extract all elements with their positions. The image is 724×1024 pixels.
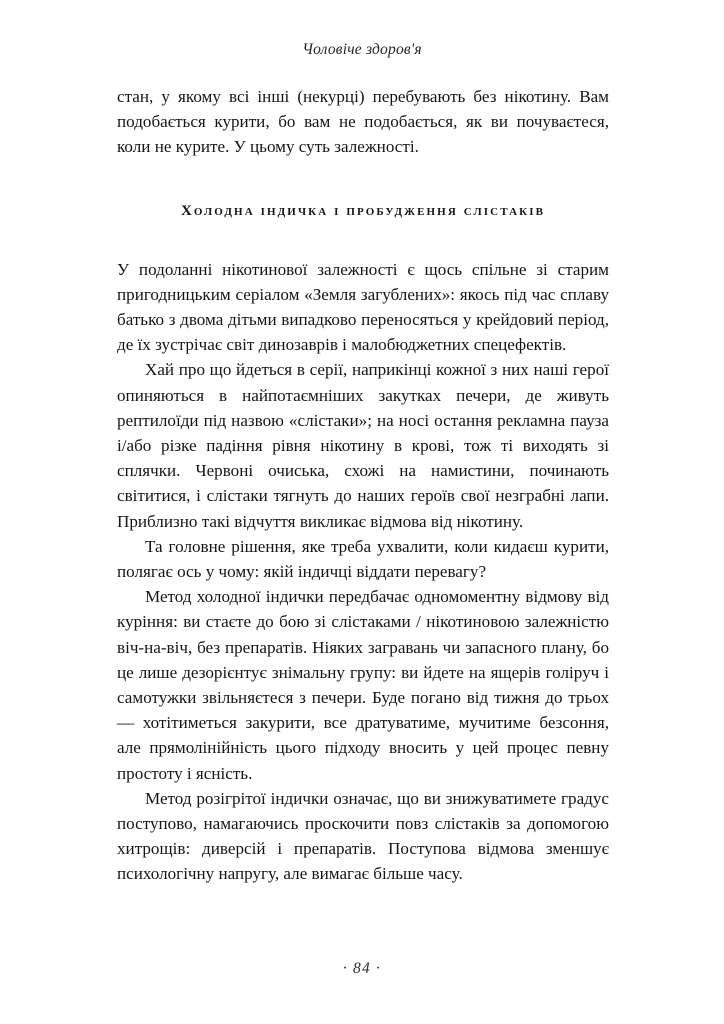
page-number: · 84 ·: [342, 960, 382, 977]
body-paragraph-4: Метод холодної індички передбачає одномоментну відмову від куріння: ви стаєте до бою зі слістаками / нікотиновою залежністю віч-на-віч, без препаратів. Ніяких загравань чи запасного плану, бо це лише дезорієнтує знімальну групу: ви йдете на ящерів голіруч і самотужки звільняєтеся з печери. Буде погано від тижня до трьох — хотітиметься закурити, все дратуватиме, мучитиме безсоння, але прямолінійність цього підходу вносить у цей процес певну простоту і ясність.: [117, 587, 609, 783]
body-paragraph-1: У подоланні нікотинової залежності є щось спільне зі старим пригодницьким серіалом «Земля загублених»: якось під час сплаву батько з двома дітьми випадково переносяться у крейдовий період, де їх зустрічає світ динозаврів і малобюджетних спецефектів.: [117, 259, 609, 355]
body-paragraph-2: Хай про що йдеться в серії, наприкінці кожної з них наші герої опиняються в найпотаємніших закутках печери, де живуть рептилоїди під назвою «слістаки»; на носі остання рекламна пауза і/або різке падіння рівня нікотину в крові, тож ті виходять зі сплячки. Червоні очиська, схожі на намистини, починають світитися, і слістаки тягнуть до наших героїв свої незграбні лапи. Приблизно такі відчуття викликає відмова від нікотину.: [117, 360, 609, 531]
text-column: [117, 84, 609, 887]
body-paragraph-5: Метод розігрітої індички означає, що ви знижуватимете градус поступово, намагаючись проскочити повз слістаків за допомогою хитрощів: диверсій і препаратів. Поступова відмова зменшує психологічну напругу, але вимагає більше часу.: [117, 788, 609, 884]
running-header: Чоловіче здоров'я: [302, 41, 422, 58]
heading-spacer-top: [117, 160, 609, 203]
heading-spacer-bottom: [117, 220, 609, 257]
body-paragraph-3: Та головне рішення, яке треба ухвалити, коли кидаєш курити, полягає ось у чому: якій індичці віддати перевагу?: [117, 536, 609, 582]
section-heading: Холодна індичка і пробудження слістаків: [180, 202, 546, 219]
opening-paragraph: стан, у якому всі інші (некурці) перебувають без нікотину. Вам подобається курити, бо вам не подобається, як ви почуваєтеся, коли не курите. У цьому суть залежності.: [117, 87, 609, 157]
